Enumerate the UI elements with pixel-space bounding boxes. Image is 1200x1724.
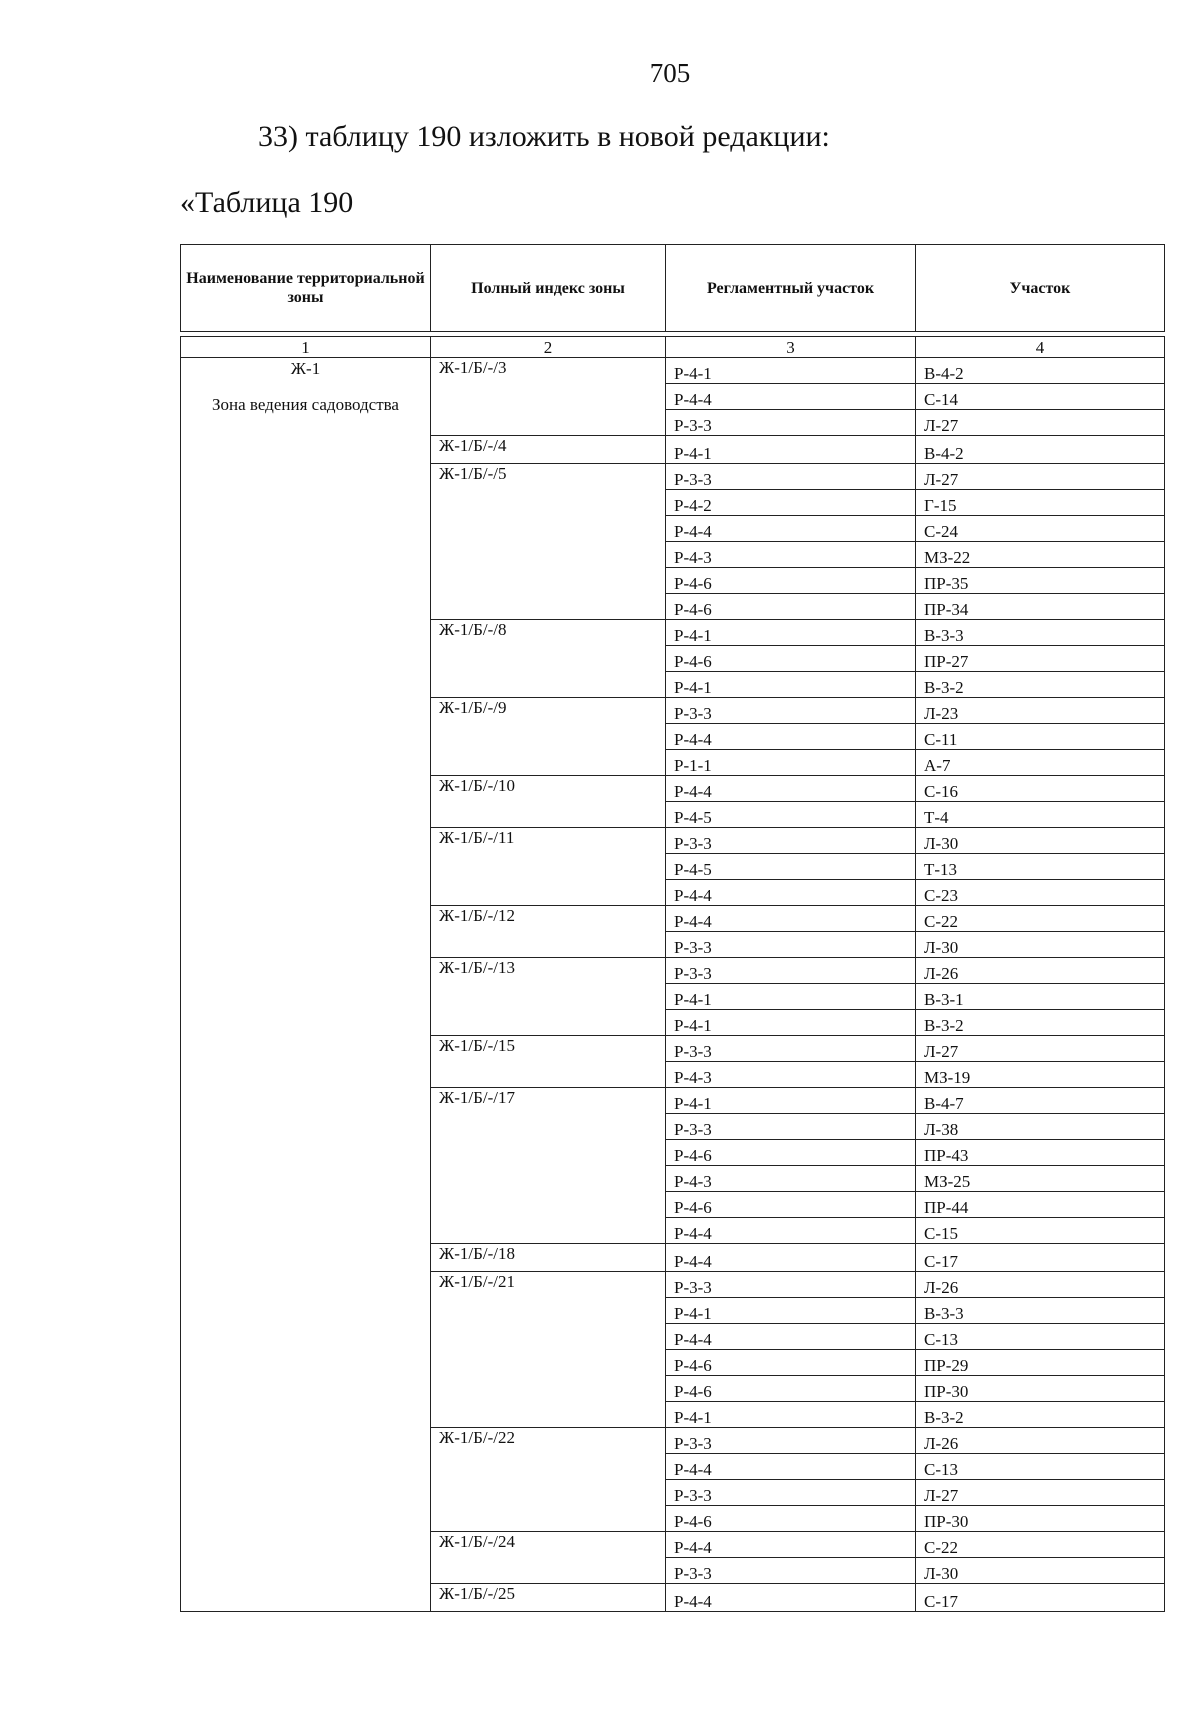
zone-index-cell: Ж-1/Б/-/22 [431,1428,666,1532]
header-regulation-plot: Регламентный участок [666,245,916,332]
page-number: 705 [649,58,691,88]
table-caption: «Таблица 190 [180,186,354,219]
regulation-plot-cell: Р-4-6 [666,1506,916,1532]
regulation-plot-cell: Р-4-4 [666,880,916,906]
plot-cell: ПР-44 [916,1192,1165,1218]
regulation-plot-cell: Р-4-1 [666,1088,916,1114]
regulation-plot-cell: Р-3-3 [666,828,916,854]
plot-cell: Л-26 [916,1272,1165,1298]
regulation-plot-cell: Р-3-3 [666,1480,916,1506]
regulation-plot-cell: Р-4-4 [666,1244,916,1272]
plot-cell: В-3-2 [916,1010,1165,1036]
zone-index-cell: Ж-1/Б/-/3 [431,358,666,436]
regulation-plot-cell: Р-4-4 [666,1532,916,1558]
plot-cell: Л-26 [916,958,1165,984]
plot-cell: А-7 [916,750,1165,776]
plot-cell: С-22 [916,906,1165,932]
zone-index-cell: Ж-1/Б/-/11 [431,828,666,906]
header-zone-name: Наименование территориальной зоны [181,245,431,332]
zone-index-cell: Ж-1/Б/-/25 [431,1584,666,1612]
plot-cell: С-17 [916,1584,1165,1612]
zone-index-cell: Ж-1/Б/-/12 [431,906,666,958]
plot-cell: С-13 [916,1324,1165,1350]
plot-cell: Л-30 [916,1558,1165,1584]
plot-cell: В-3-3 [916,1298,1165,1324]
regulation-plot-cell: Р-4-3 [666,1166,916,1192]
instruction-text: 33) таблицу 190 изложить в новой редакции: [258,120,830,153]
regulation-plot-cell: Р-4-4 [666,724,916,750]
regulation-plot-cell: Р-4-1 [666,436,916,464]
regulation-plot-cell: Р-4-6 [666,1350,916,1376]
plot-cell: ПР-30 [916,1376,1165,1402]
zone-index-cell: Ж-1/Б/-/21 [431,1272,666,1428]
zone-index-cell: Ж-1/Б/-/17 [431,1088,666,1244]
plot-cell: С-15 [916,1218,1165,1244]
plot-cell: Л-27 [916,1036,1165,1062]
plot-cell: В-4-2 [916,436,1165,464]
plot-cell: С-24 [916,516,1165,542]
column-numbers-row [181,337,1165,358]
zone-table-body [181,337,1165,1612]
regulation-plot-cell: Р-4-5 [666,802,916,828]
regulation-plot-cell: Р-3-3 [666,1428,916,1454]
regulation-plot-cell: Р-4-6 [666,1376,916,1402]
zone-index-cell: Ж-1/Б/-/15 [431,1036,666,1088]
plot-cell: ПР-34 [916,594,1165,620]
regulation-plot-cell: Р-3-3 [666,1036,916,1062]
regulation-plot-cell: Р-4-4 [666,516,916,542]
plot-cell: Г-15 [916,490,1165,516]
plot-cell: Л-27 [916,410,1165,436]
column-number: 2 [431,337,666,358]
plot-cell: В-3-2 [916,1402,1165,1428]
zone-index-cell: Ж-1/Б/-/4 [431,436,666,464]
plot-cell: МЗ-22 [916,542,1165,568]
zone-cell [181,358,431,1612]
regulation-plot-cell: Р-3-3 [666,1558,916,1584]
zone-index-cell: Ж-1/Б/-/5 [431,464,666,620]
plot-cell: С-14 [916,384,1165,410]
regulation-plot-cell: Р-4-3 [666,542,916,568]
plot-cell: С-22 [916,1532,1165,1558]
zone-index-cell: Ж-1/Б/-/8 [431,620,666,698]
plot-cell: Л-26 [916,1428,1165,1454]
regulation-plot-cell: Р-4-1 [666,1010,916,1036]
header-plot: Участок [916,245,1165,332]
plot-cell: Т-4 [916,802,1165,828]
plot-cell: С-23 [916,880,1165,906]
zone-index-cell: Ж-1/Б/-/13 [431,958,666,1036]
regulation-plot-cell: Р-4-1 [666,620,916,646]
column-number: 4 [916,337,1165,358]
plot-cell: Л-30 [916,932,1165,958]
regulation-plot-cell: Р-4-6 [666,594,916,620]
plot-cell: Л-27 [916,1480,1165,1506]
plot-cell: В-4-7 [916,1088,1165,1114]
zone-index-cell: Ж-1/Б/-/18 [431,1244,666,1272]
plot-cell: ПР-27 [916,646,1165,672]
column-number: 3 [666,337,916,358]
regulation-plot-cell: Р-4-4 [666,1218,916,1244]
plot-cell: Л-38 [916,1114,1165,1140]
plot-cell: МЗ-19 [916,1062,1165,1088]
zone-index-cell: Ж-1/Б/-/9 [431,698,666,776]
regulation-plot-cell: Р-4-1 [666,1298,916,1324]
plot-cell: Л-23 [916,698,1165,724]
regulation-plot-cell: Р-4-4 [666,384,916,410]
regulation-plot-cell: Р-3-3 [666,958,916,984]
zone-code: Ж-1 [290,359,321,378]
plot-cell: В-4-2 [916,358,1165,384]
plot-cell: ПР-35 [916,568,1165,594]
regulation-plot-cell: Р-4-2 [666,490,916,516]
regulation-plot-cell: Р-4-6 [666,646,916,672]
regulation-plot-cell: Р-3-3 [666,464,916,490]
zone-table [180,336,1165,1612]
zone-index-cell: Ж-1/Б/-/10 [431,776,666,828]
plot-cell: Л-27 [916,464,1165,490]
plot-cell: В-3-1 [916,984,1165,1010]
regulation-plot-cell: Р-4-4 [666,906,916,932]
plot-cell: ПР-29 [916,1350,1165,1376]
regulation-plot-cell: Р-4-4 [666,776,916,802]
zone-index-cell: Ж-1/Б/-/24 [431,1532,666,1584]
plot-cell: В-3-3 [916,620,1165,646]
zone-description: Зона ведения садоводства [212,395,399,414]
regulation-plot-cell: Р-4-4 [666,1324,916,1350]
regulation-plot-cell: Р-3-3 [666,410,916,436]
regulation-plot-cell: Р-4-1 [666,984,916,1010]
regulation-plot-cell: Р-4-1 [666,358,916,384]
regulation-plot-cell: Р-4-4 [666,1454,916,1480]
plot-cell: С-17 [916,1244,1165,1272]
regulation-plot-cell: Р-3-3 [666,1272,916,1298]
regulation-plot-cell: Р-4-6 [666,1140,916,1166]
table-header [180,244,1165,332]
plot-cell: ПР-30 [916,1506,1165,1532]
header-zone-index: Полный индекс зоны [431,245,666,332]
column-number: 1 [181,337,431,358]
plot-cell: С-13 [916,1454,1165,1480]
plot-cell: Л-30 [916,828,1165,854]
regulation-plot-cell: Р-4-3 [666,1062,916,1088]
plot-cell: В-3-2 [916,672,1165,698]
plot-cell: Т-13 [916,854,1165,880]
table-row [181,358,1165,384]
regulation-plot-cell: Р-3-3 [666,932,916,958]
regulation-plot-cell: Р-4-1 [666,672,916,698]
plot-cell: С-11 [916,724,1165,750]
regulation-plot-cell: Р-4-5 [666,854,916,880]
regulation-plot-cell: Р-4-4 [666,1584,916,1612]
regulation-plot-cell: Р-3-3 [666,698,916,724]
regulation-plot-cell: Р-4-6 [666,1192,916,1218]
plot-cell: МЗ-25 [916,1166,1165,1192]
plot-cell: С-16 [916,776,1165,802]
regulation-plot-cell: Р-1-1 [666,750,916,776]
plot-cell: ПР-43 [916,1140,1165,1166]
regulation-plot-cell: Р-4-6 [666,568,916,594]
regulation-plot-cell: Р-3-3 [666,1114,916,1140]
regulation-plot-cell: Р-4-1 [666,1402,916,1428]
